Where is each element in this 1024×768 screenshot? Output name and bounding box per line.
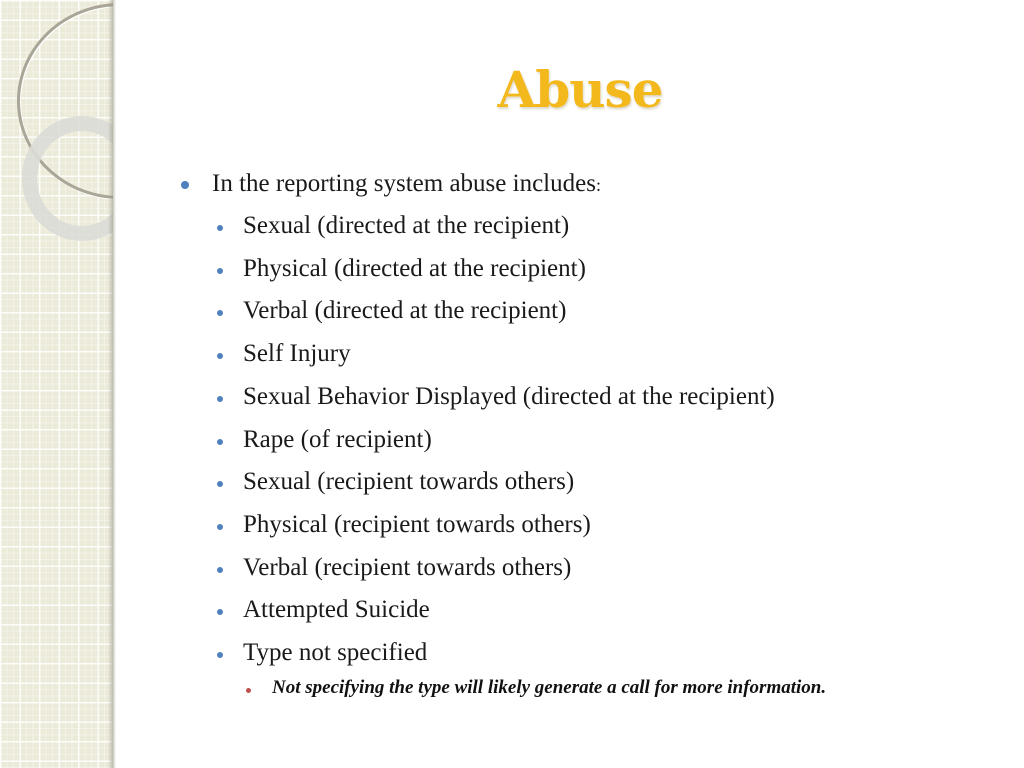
bullet-icon <box>217 567 223 573</box>
bullet-icon <box>217 524 223 530</box>
list-item: Type not specified <box>243 639 428 666</box>
bullet-icon <box>217 268 223 274</box>
sidebar-shadow <box>108 0 116 768</box>
slide-title: Abuse <box>497 60 663 119</box>
list-item: Attempted Suicide <box>243 596 430 623</box>
list-item: Sexual (recipient towards others) <box>243 468 575 495</box>
bullet-icon <box>217 609 223 615</box>
bullet-icon <box>217 481 223 487</box>
list-item: Verbal (recipient towards others) <box>243 554 572 581</box>
decorative-sidebar <box>0 0 113 768</box>
list-item: Rape (of recipient) <box>243 426 432 453</box>
bullet-icon <box>217 353 223 359</box>
bullet-icon <box>181 181 189 189</box>
intro-text <box>212 170 601 198</box>
bullet-icon <box>217 396 223 402</box>
bullet-icon <box>246 688 251 693</box>
note-text: Not specifying the type will likely generate a call for more information. <box>272 677 827 698</box>
bullet-icon <box>217 652 223 658</box>
bullet-icon <box>217 310 223 316</box>
list-item: Verbal (directed at the recipient) <box>243 297 567 324</box>
list-item: Sexual (directed at the recipient) <box>243 212 570 239</box>
intro-colon: : <box>595 175 601 195</box>
list-item: Sexual Behavior Displayed (directed at the recipient) <box>243 383 775 410</box>
list-item: Self Injury <box>243 340 351 367</box>
bullet-icon <box>217 225 223 231</box>
list-item: Physical (recipient towards others) <box>243 511 591 538</box>
intro-label: In the reporting system abuse includes <box>212 170 596 197</box>
bullet-icon <box>217 439 223 445</box>
list-item: Physical (directed at the recipient) <box>243 255 586 282</box>
